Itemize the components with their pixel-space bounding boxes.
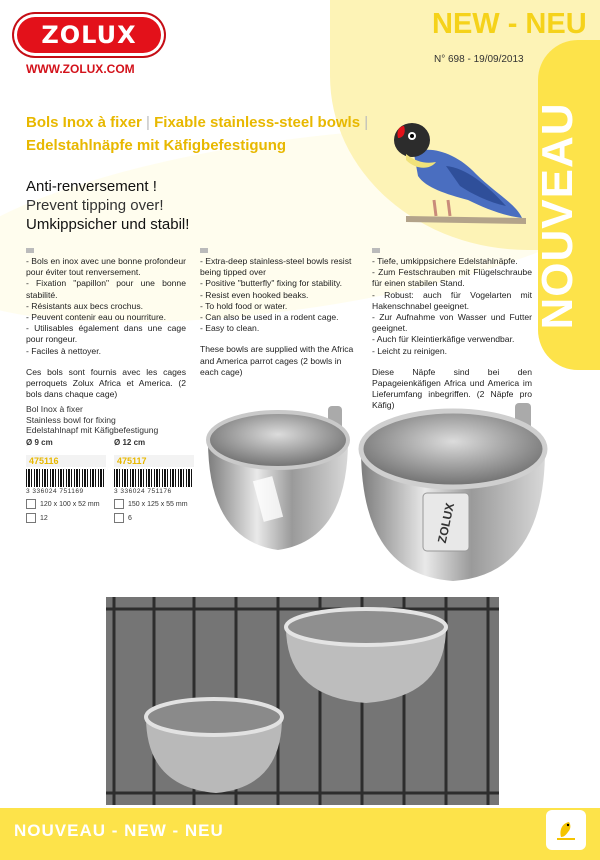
- quantity-value: 12: [40, 514, 48, 522]
- product-name-fr: Bol Inox à fixer: [26, 404, 83, 414]
- sku-code: 475117: [114, 455, 194, 467]
- description-en: [200, 248, 358, 378]
- bowl-label: ZOLUX: [434, 501, 458, 545]
- sku-diameter: Ø 12 cm: [114, 438, 146, 447]
- logo-text: ZOLUX: [41, 21, 137, 49]
- title-de: Edelstahlnäpfe mit Käfigbefestigung: [26, 137, 287, 154]
- product-name-de: Edelstahlnapf mit Käfigbefestigung: [26, 425, 159, 435]
- dimensions-icon: [114, 499, 124, 509]
- bullet: - Robust: auch für Vogelarten mit Hakenschnabel geeignet.: [372, 289, 532, 311]
- bullet: - Zum Festschrauben mit Flügelschraube für einen stabilen Stand.: [372, 267, 532, 289]
- barcode-number: 3 336024 751169: [26, 488, 84, 495]
- bullet: - Tiefe, umkippsichere Edelstahlnäpfe.: [372, 256, 518, 266]
- flag-icon: [372, 248, 380, 253]
- bullet: - Zur Aufnahme von Wasser und Futter geeignet.: [372, 312, 532, 334]
- bullet: - Résistants aux becs crochus.: [26, 300, 144, 311]
- bullet: - Positive "butterfly" fixing for stability.: [200, 278, 343, 289]
- lovebird-photo: [376, 104, 526, 234]
- barcode: [26, 469, 106, 487]
- flag-icon: [26, 248, 34, 253]
- bullet: - Extra-deep stainless-steel bowls resist being tipped over: [200, 256, 352, 278]
- barcode: [114, 469, 194, 487]
- dimensions-icon: [26, 499, 36, 509]
- flag-icon: [200, 248, 208, 253]
- zolux-logo[interactable]: [14, 14, 164, 56]
- dimensions-value: 150 x 125 x 55 mm: [128, 500, 188, 508]
- quantity-value: 6: [128, 514, 132, 522]
- bullet: - Can also be used in a rodent cage.: [200, 312, 339, 323]
- supply-note: Ces bols sont fournis avec les cages perroquets Zolux Africa et America. (2 bols dans chaque cage): [26, 366, 186, 400]
- website-link[interactable]: WWW.ZOLUX.COM: [26, 62, 135, 76]
- quantity-row: [26, 513, 106, 523]
- description-de: [372, 248, 532, 412]
- carton-icon: [114, 513, 124, 523]
- title-fr: Bols Inox à fixer: [26, 114, 142, 131]
- tagline-fr: Anti-renversement !: [26, 178, 157, 195]
- bullet: - Faciles à nettoyer.: [26, 345, 101, 356]
- bullet: - To hold food or water.: [200, 300, 288, 311]
- bullet: - Peuvent contenir eau ou nourriture.: [26, 312, 166, 323]
- bullet: - Fixation "papillon" pour une bonne stabilité.: [26, 278, 186, 300]
- bullet: - Utilisables également dans une cage pour rongeur.: [26, 323, 186, 345]
- bullet: - Bols en inox avec une bonne profondeur pour éviter tout renversement.: [26, 256, 186, 278]
- footer-text: NOUVEAU - NEW - NEU: [14, 821, 224, 840]
- title-separator: |: [146, 114, 150, 131]
- bullet: - Auch für Kleintierkäfige verwendbar.: [372, 334, 515, 345]
- new-badge: NEW - NEU: [432, 8, 587, 40]
- supply-note: These bowls are supplied with the Africa and America parrot cages (2 bowls in each cage): [200, 344, 354, 377]
- sku-card: [26, 438, 106, 523]
- small-bowl-photo: [200, 400, 358, 570]
- large-bowl-photo: [355, 395, 551, 587]
- quantity-row: [114, 513, 194, 523]
- dimensions-value: 120 x 100 x 52 mm: [40, 500, 100, 508]
- sku-diameter: Ø 9 cm: [26, 438, 53, 447]
- title-separator: |: [364, 114, 369, 131]
- bullet: - Easy to clean.: [200, 323, 260, 334]
- carton-icon: [26, 513, 36, 523]
- bird-icon: [546, 810, 586, 850]
- dimensions-row: [26, 499, 106, 509]
- sku-card: [114, 438, 194, 523]
- tagline-de: Umkippsicher und stabil!: [26, 216, 190, 233]
- issue-number: N° 698 - 19/09/2013: [434, 54, 524, 65]
- barcode-number: 3 336024 751176: [114, 488, 172, 495]
- bullet: - Resist even hooked beaks.: [200, 289, 309, 300]
- title-en: Fixable stainless-steel bowls: [154, 114, 361, 131]
- bullet: - Leicht zu reinigen.: [372, 345, 447, 356]
- cage-photo: [106, 597, 499, 805]
- product-name-en: Stainless bowl for fixing: [26, 414, 116, 425]
- product-names: [26, 404, 158, 436]
- description-fr: [26, 248, 186, 400]
- sku-code: 475116: [26, 455, 106, 467]
- nouveau-vertical-label: NOUVEAU: [533, 102, 582, 330]
- tagline-en: Prevent tipping over!: [26, 197, 164, 214]
- dimensions-row: [114, 499, 194, 509]
- supply-note: Diese Näpfe sind bei den Papageienkäfigen Africa und America im Lieferumfang inbegriffen. (2 Näpfe pro Käfig): [372, 366, 532, 411]
- page-title: [26, 114, 368, 131]
